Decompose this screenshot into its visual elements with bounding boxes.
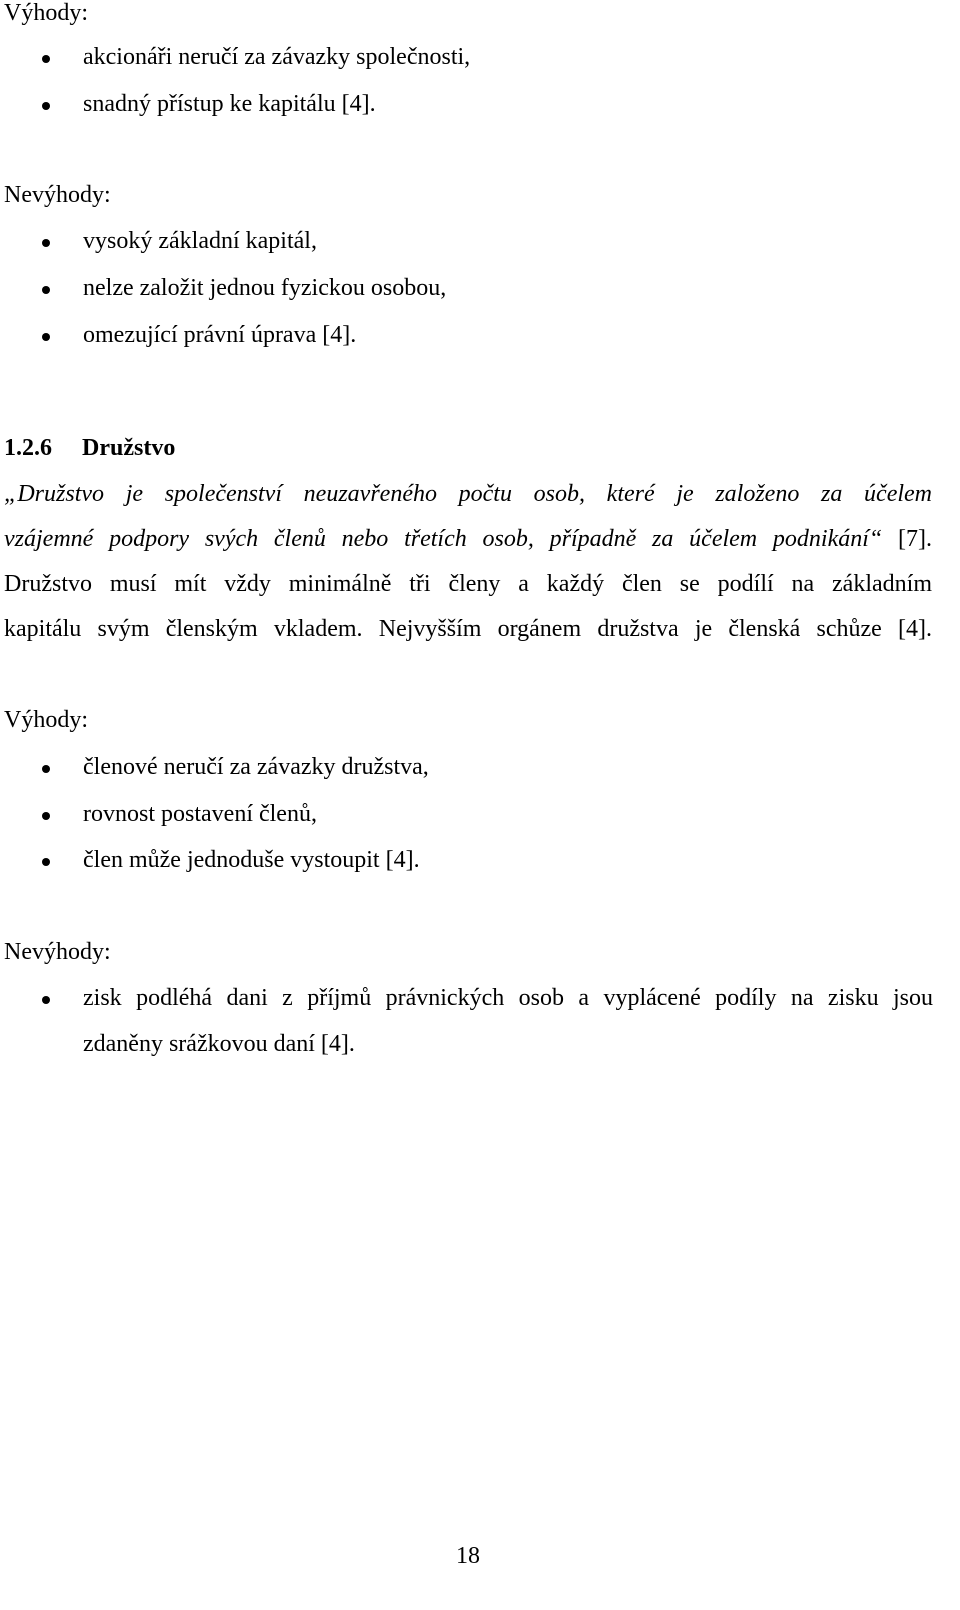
bullet-icon (42, 102, 50, 110)
cons-heading-2: Nevýhody: (4, 939, 111, 965)
bullet-icon (42, 286, 50, 294)
bullet-icon (42, 239, 50, 247)
paragraph-line: Družstvo musí mít vždy minimálně tři členy a každý člen se podílí na základním (4, 571, 932, 597)
list-item: zisk podléhá dani z příjmů právnických osob a vyplácené podíly na zisku jsou (0, 985, 960, 1015)
section-number: 1.2.6 (4, 435, 52, 461)
list-item: vysoký základní kapitál, (0, 228, 960, 258)
paragraph-line: vzájemné podpory svých členů nebo třetích osob, případně za účelem podnikání“ [7]. (4, 526, 932, 552)
list-item: členové neručí za závazky družstva, (0, 754, 960, 784)
list-item: snadný přístup ke kapitálu [4]. (0, 91, 960, 121)
paragraph-line: kapitálu svým členským vkladem. Nejvyšším orgánem družstva je členská schůze [4]. (4, 616, 932, 642)
bullet-icon (42, 55, 50, 63)
list-item: nelze založit jednou fyzickou osobou, (0, 275, 960, 305)
list-item: akcionáři neručí za závazky společnosti, (0, 44, 960, 74)
list-item: rovnost postavení členů, (0, 801, 960, 831)
section-title (4, 435, 175, 462)
bullet-icon (42, 812, 50, 820)
bullet-icon (42, 765, 50, 773)
pros-heading-2: Výhody: (4, 707, 88, 733)
bullet-icon (42, 333, 50, 341)
bullet-icon (42, 858, 50, 866)
list-item: omezující právní úprava [4]. (0, 322, 960, 352)
list-item-continuation: zdaněny srážkovou daní [4]. (83, 1031, 355, 1057)
pros-heading-1: Výhody: (4, 0, 88, 26)
section-title-text: Družstvo (82, 435, 176, 461)
bullet-icon (42, 996, 50, 1004)
page-number: 18 (456, 1543, 480, 1569)
cons-heading-1: Nevýhody: (4, 182, 111, 208)
list-item: člen může jednoduše vystoupit [4]. (0, 847, 960, 877)
paragraph-line: „Družstvo je společenství neuzavřeného počtu osob, které je založeno za účelem (4, 481, 932, 507)
